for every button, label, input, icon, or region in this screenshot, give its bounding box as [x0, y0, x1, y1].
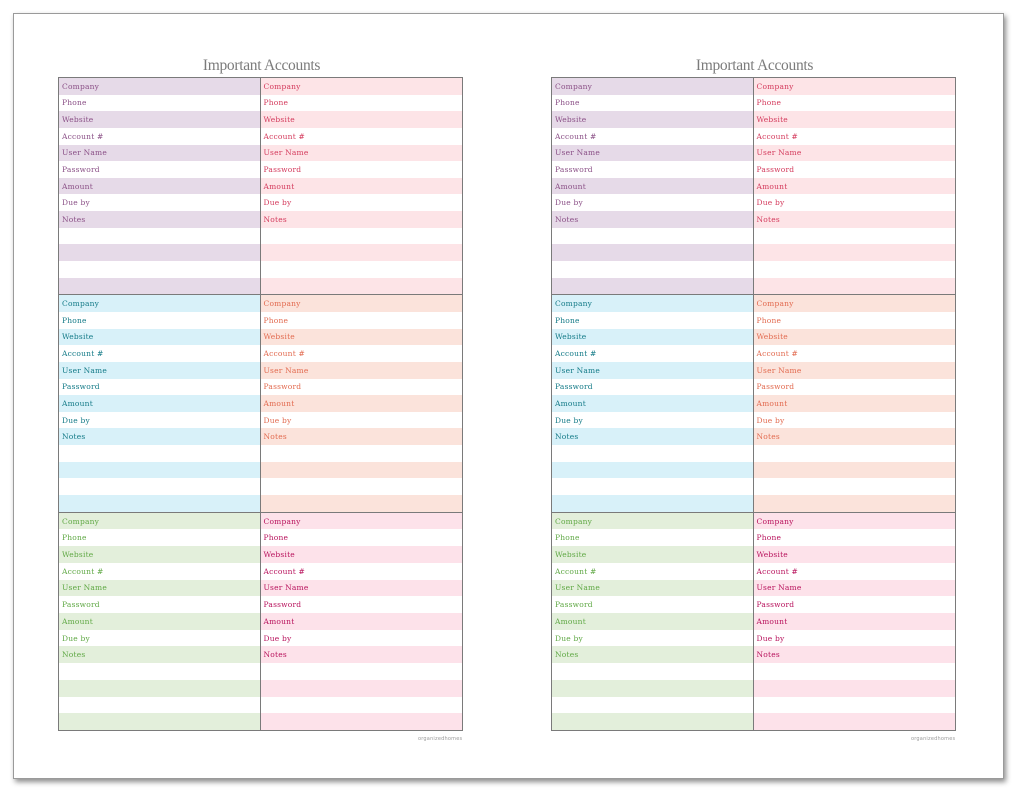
field-label: Phone [756, 315, 782, 325]
blank-line[interactable] [261, 663, 463, 680]
field-label: Password [263, 600, 302, 610]
blank-line[interactable] [552, 680, 753, 697]
field-row[interactable] [59, 596, 260, 613]
field-row[interactable] [261, 580, 463, 597]
field-row[interactable] [552, 379, 753, 396]
field-label: Amount [555, 398, 586, 408]
field-row[interactable] [59, 428, 260, 445]
field-label: Company [756, 299, 794, 309]
field-label: User Name [62, 148, 107, 158]
account-block [261, 295, 463, 512]
field-row[interactable] [552, 580, 753, 597]
blank-line[interactable] [59, 478, 260, 495]
field-label: Account # [62, 131, 104, 141]
blank-line[interactable] [754, 697, 956, 714]
field-label: Company [62, 299, 100, 309]
blank-line[interactable] [552, 663, 753, 680]
field-label: Phone [555, 533, 580, 543]
blank-line[interactable] [552, 462, 753, 479]
field-label: Notes [62, 650, 86, 660]
field-row[interactable] [754, 161, 956, 178]
field-row[interactable] [552, 596, 753, 613]
field-label: Due by [62, 633, 90, 643]
field-label: Notes [756, 432, 780, 442]
field-row[interactable] [261, 111, 463, 128]
field-row[interactable] [59, 178, 260, 195]
footer-logo: organizedhomes [911, 736, 956, 742]
field-label: Website [62, 332, 94, 342]
blank-line[interactable] [261, 445, 463, 462]
field-row[interactable] [59, 513, 260, 530]
field-row[interactable] [754, 111, 956, 128]
field-label: Phone [62, 98, 87, 108]
blank-line[interactable] [261, 478, 463, 495]
field-label: Website [756, 332, 788, 342]
field-row[interactable] [552, 546, 753, 563]
field-label: Password [62, 382, 100, 392]
blank-line[interactable] [552, 244, 753, 261]
page-title: Important Accounts [695, 57, 814, 74]
field-row[interactable] [59, 529, 260, 546]
field-row[interactable] [59, 580, 260, 597]
field-row[interactable] [261, 362, 463, 379]
field-label: Website [263, 549, 295, 559]
field-label: Notes [555, 650, 579, 660]
field-row[interactable] [261, 78, 463, 95]
field-label: Website [555, 332, 587, 342]
field-label: Amount [756, 398, 788, 408]
field-label: Password [756, 382, 795, 392]
field-label: Due by [756, 415, 785, 425]
field-label: Due by [756, 633, 785, 643]
account-block [754, 513, 956, 730]
field-label: Amount [62, 398, 93, 408]
field-row[interactable] [552, 563, 753, 580]
blank-line[interactable] [261, 278, 463, 295]
field-label: Company [62, 81, 100, 91]
field-row[interactable] [59, 128, 260, 145]
field-label: Phone [756, 533, 782, 543]
field-label: Password [555, 382, 593, 392]
field-row[interactable] [552, 412, 753, 429]
blank-line[interactable] [552, 478, 753, 495]
field-row[interactable] [552, 362, 753, 379]
field-label: Account # [756, 131, 798, 141]
field-row[interactable] [552, 161, 753, 178]
account-block [59, 295, 261, 512]
blank-line[interactable] [754, 713, 956, 730]
field-label: Company [62, 516, 100, 526]
blank-line[interactable] [261, 244, 463, 261]
field-label: Company [263, 81, 301, 91]
field-label: Notes [263, 432, 287, 442]
account-block [59, 78, 261, 295]
field-label: Password [756, 165, 795, 175]
field-label: Website [555, 115, 587, 125]
blank-line[interactable] [59, 697, 260, 714]
field-label: User Name [62, 583, 107, 593]
field-label: Amount [62, 616, 93, 626]
field-label: Phone [62, 315, 87, 325]
field-row[interactable] [261, 145, 463, 162]
field-label: Company [756, 516, 794, 526]
blank-line[interactable] [261, 228, 463, 245]
blank-line[interactable] [552, 228, 753, 245]
field-row[interactable] [261, 194, 463, 211]
field-label: Notes [263, 214, 287, 224]
blank-line[interactable] [754, 663, 956, 680]
field-label: Notes [62, 214, 86, 224]
accounts-grid [58, 77, 463, 731]
field-row[interactable] [552, 630, 753, 647]
field-row[interactable] [754, 529, 956, 546]
field-row[interactable] [261, 345, 463, 362]
field-label: Phone [756, 98, 782, 108]
field-label: Account # [62, 349, 104, 359]
field-label: Phone [555, 315, 580, 325]
field-row[interactable] [59, 161, 260, 178]
field-row[interactable] [59, 95, 260, 112]
account-block [261, 513, 463, 730]
field-label: Website [62, 115, 94, 125]
field-label: Amount [756, 616, 788, 626]
accounts-grid [551, 77, 956, 731]
field-row[interactable] [552, 345, 753, 362]
field-label: User Name [756, 583, 802, 593]
field-label: User Name [756, 148, 802, 158]
field-label: Notes [756, 650, 780, 660]
field-row[interactable] [754, 379, 956, 396]
field-label: Amount [555, 181, 586, 191]
field-label: Account # [555, 566, 597, 576]
field-label: Due by [62, 415, 90, 425]
field-label: Amount [263, 398, 295, 408]
page-left [58, 14, 478, 774]
field-row[interactable] [59, 194, 260, 211]
field-row[interactable] [754, 613, 956, 630]
field-label: Notes [555, 214, 579, 224]
field-label: Due by [555, 198, 583, 208]
field-row[interactable] [261, 395, 463, 412]
field-row[interactable] [552, 95, 753, 112]
field-label: Account # [756, 566, 798, 576]
field-row[interactable] [261, 412, 463, 429]
field-label: Company [756, 81, 794, 91]
field-row[interactable] [261, 513, 463, 530]
field-row[interactable] [59, 546, 260, 563]
field-row[interactable] [261, 312, 463, 329]
field-row[interactable] [261, 95, 463, 112]
field-label: Password [555, 600, 593, 610]
blank-line[interactable] [552, 495, 753, 512]
field-row[interactable] [59, 613, 260, 630]
account-block [552, 78, 754, 295]
account-block [59, 513, 261, 730]
field-row[interactable] [59, 646, 260, 663]
field-label: Password [263, 165, 302, 175]
field-row[interactable] [261, 630, 463, 647]
field-label: Website [263, 332, 295, 342]
field-row[interactable] [59, 362, 260, 379]
blank-line[interactable] [552, 445, 753, 462]
page-right [551, 14, 971, 774]
blank-line[interactable] [59, 261, 260, 278]
field-row[interactable] [552, 194, 753, 211]
field-row[interactable] [59, 563, 260, 580]
field-label: User Name [756, 365, 802, 375]
field-label: Website [756, 115, 788, 125]
field-label: Company [555, 81, 593, 91]
field-row[interactable] [552, 145, 753, 162]
field-row[interactable] [754, 513, 956, 530]
field-row[interactable] [552, 111, 753, 128]
field-label: Account # [756, 349, 798, 359]
field-label: Phone [263, 315, 289, 325]
field-row[interactable] [552, 295, 753, 312]
field-row[interactable] [552, 329, 753, 346]
blank-line[interactable] [754, 244, 956, 261]
field-row[interactable] [754, 412, 956, 429]
blank-line[interactable] [59, 244, 260, 261]
field-row[interactable] [59, 111, 260, 128]
blank-line[interactable] [261, 261, 463, 278]
spread [13, 13, 1004, 779]
field-row[interactable] [754, 580, 956, 597]
field-row[interactable] [261, 546, 463, 563]
field-label: User Name [62, 365, 107, 375]
blank-line[interactable] [552, 278, 753, 295]
field-row[interactable] [754, 428, 956, 445]
blank-line[interactable] [59, 663, 260, 680]
field-row[interactable] [261, 211, 463, 228]
field-row[interactable] [552, 178, 753, 195]
field-row[interactable] [754, 194, 956, 211]
field-label: User Name [263, 148, 309, 158]
field-row[interactable] [552, 529, 753, 546]
field-row[interactable] [59, 211, 260, 228]
field-label: Notes [756, 214, 780, 224]
field-row[interactable] [261, 596, 463, 613]
field-row[interactable] [261, 646, 463, 663]
field-label: Due by [62, 198, 90, 208]
field-row[interactable] [552, 613, 753, 630]
field-row[interactable] [552, 128, 753, 145]
field-label: Password [62, 165, 100, 175]
field-label: Website [555, 549, 587, 559]
field-row[interactable] [261, 563, 463, 580]
blank-line[interactable] [261, 697, 463, 714]
field-label: Website [756, 549, 788, 559]
field-label: User Name [263, 365, 309, 375]
field-row[interactable] [552, 78, 753, 95]
field-label: Amount [555, 616, 586, 626]
field-label: Account # [263, 349, 305, 359]
field-row[interactable] [261, 379, 463, 396]
blank-line[interactable] [261, 495, 463, 512]
field-label: Amount [756, 181, 788, 191]
blank-line[interactable] [261, 680, 463, 697]
field-label: Company [555, 516, 593, 526]
account-block [552, 295, 754, 512]
account-block [552, 513, 754, 730]
blank-line[interactable] [754, 495, 956, 512]
blank-line[interactable] [261, 462, 463, 479]
field-row[interactable] [552, 211, 753, 228]
field-row[interactable] [552, 513, 753, 530]
field-row[interactable] [261, 428, 463, 445]
field-row[interactable] [261, 613, 463, 630]
field-row[interactable] [59, 295, 260, 312]
field-row[interactable] [552, 395, 753, 412]
field-row[interactable] [754, 546, 956, 563]
field-label: Website [62, 549, 94, 559]
field-label: User Name [263, 583, 309, 593]
field-row[interactable] [754, 630, 956, 647]
field-row[interactable] [59, 312, 260, 329]
field-row[interactable] [552, 646, 753, 663]
field-label: Notes [62, 432, 86, 442]
field-label: Password [756, 600, 795, 610]
blank-line[interactable] [754, 228, 956, 245]
field-row[interactable] [552, 312, 753, 329]
field-label: User Name [555, 365, 600, 375]
field-label: Password [555, 165, 593, 175]
field-label: Company [263, 516, 301, 526]
field-row[interactable] [59, 630, 260, 647]
blank-line[interactable] [754, 445, 956, 462]
field-row[interactable] [59, 329, 260, 346]
field-label: Amount [263, 181, 295, 191]
field-row[interactable] [754, 78, 956, 95]
field-label: Phone [62, 533, 87, 543]
field-row[interactable] [261, 295, 463, 312]
field-row[interactable] [754, 145, 956, 162]
field-row[interactable] [754, 329, 956, 346]
field-label: Phone [263, 98, 289, 108]
field-label: Due by [263, 415, 292, 425]
field-label: Due by [555, 633, 583, 643]
field-row[interactable] [754, 312, 956, 329]
field-label: Amount [62, 181, 93, 191]
blank-line[interactable] [59, 495, 260, 512]
field-label: Due by [555, 415, 583, 425]
field-label: Due by [263, 633, 292, 643]
field-row[interactable] [261, 329, 463, 346]
blank-line[interactable] [261, 713, 463, 730]
blank-line[interactable] [552, 697, 753, 714]
field-label: User Name [555, 583, 600, 593]
field-label: Amount [263, 616, 295, 626]
field-row[interactable] [552, 428, 753, 445]
field-label: Website [263, 115, 295, 125]
field-label: Phone [555, 98, 580, 108]
field-row[interactable] [261, 161, 463, 178]
field-row[interactable] [754, 362, 956, 379]
field-row[interactable] [754, 345, 956, 362]
blank-line[interactable] [59, 713, 260, 730]
field-row[interactable] [59, 395, 260, 412]
blank-line[interactable] [552, 261, 753, 278]
field-label: Phone [263, 533, 289, 543]
field-row[interactable] [754, 95, 956, 112]
field-row[interactable] [261, 128, 463, 145]
field-label: Password [62, 600, 100, 610]
field-label: Notes [263, 650, 287, 660]
footer-logo: organizedhomes [418, 736, 463, 742]
field-row[interactable] [59, 145, 260, 162]
page-title: Important Accounts [202, 57, 321, 74]
field-row[interactable] [59, 412, 260, 429]
account-block [261, 78, 463, 295]
field-row[interactable] [261, 529, 463, 546]
field-label: Company [555, 299, 593, 309]
field-label: Notes [555, 432, 579, 442]
blank-line[interactable] [754, 462, 956, 479]
field-row[interactable] [754, 128, 956, 145]
field-row[interactable] [59, 345, 260, 362]
field-label: Password [263, 382, 302, 392]
field-row[interactable] [754, 646, 956, 663]
blank-line[interactable] [552, 713, 753, 730]
blank-line[interactable] [59, 228, 260, 245]
field-row[interactable] [59, 379, 260, 396]
blank-line[interactable] [754, 261, 956, 278]
field-label: Account # [62, 566, 104, 576]
field-row[interactable] [59, 78, 260, 95]
field-label: Account # [555, 349, 597, 359]
field-row[interactable] [754, 211, 956, 228]
field-row[interactable] [754, 596, 956, 613]
blank-line[interactable] [754, 278, 956, 295]
blank-line[interactable] [59, 278, 260, 295]
field-label: Account # [555, 131, 597, 141]
field-row[interactable] [754, 563, 956, 580]
field-label: Account # [263, 566, 305, 576]
field-label: Company [263, 299, 301, 309]
field-row[interactable] [754, 178, 956, 195]
account-block [754, 78, 956, 295]
account-block [754, 295, 956, 512]
field-label: Due by [756, 198, 785, 208]
blank-line[interactable] [59, 680, 260, 697]
field-label: User Name [555, 148, 600, 158]
blank-line[interactable] [59, 445, 260, 462]
field-row[interactable] [261, 178, 463, 195]
blank-line[interactable] [754, 680, 956, 697]
blank-line[interactable] [59, 462, 260, 479]
field-row[interactable] [754, 295, 956, 312]
field-label: Account # [263, 131, 305, 141]
field-label: Due by [263, 198, 292, 208]
blank-line[interactable] [754, 478, 956, 495]
field-row[interactable] [754, 395, 956, 412]
